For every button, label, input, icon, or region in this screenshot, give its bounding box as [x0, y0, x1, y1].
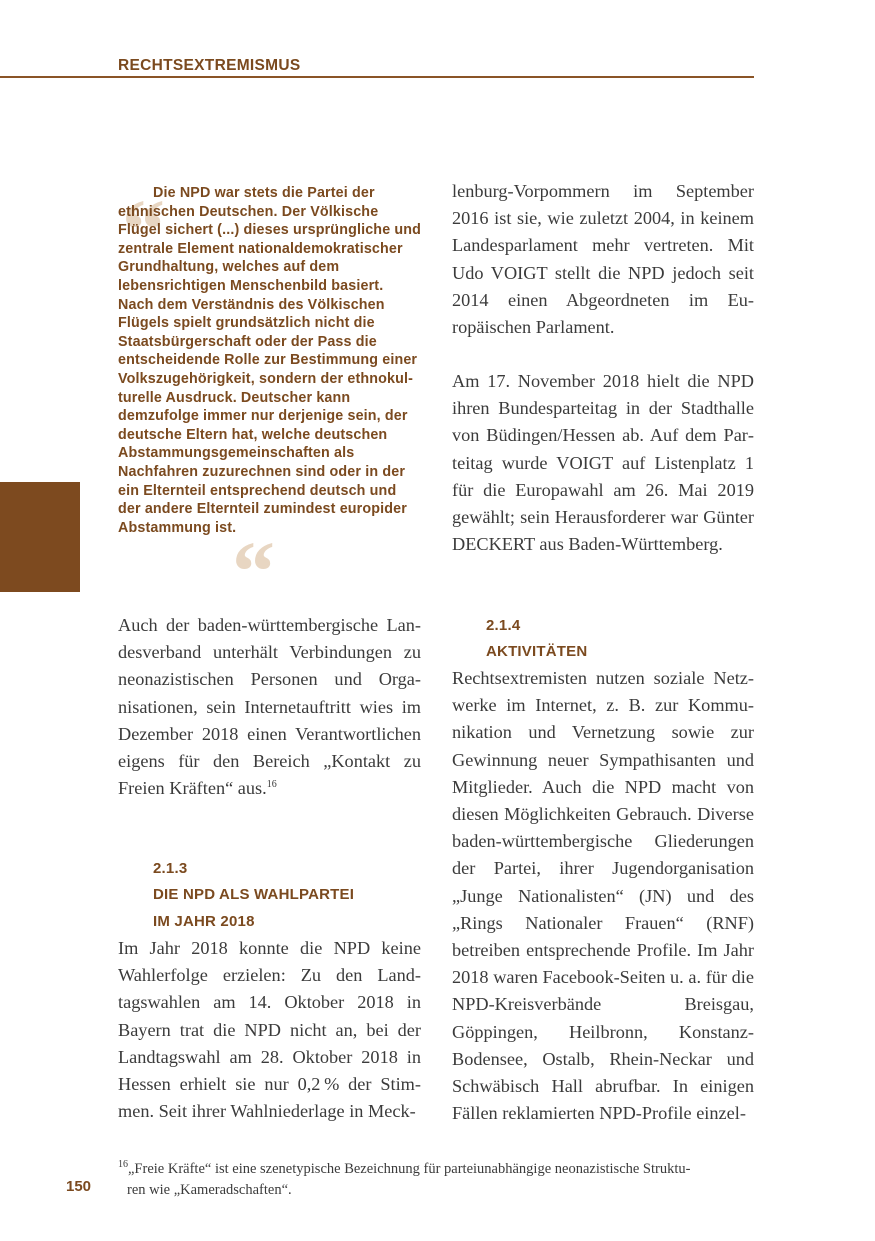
- footnote-line-2: ren wie „Kameradschaften“.: [127, 1181, 292, 1198]
- running-header: RECHTSEXTREMISMUS: [118, 57, 301, 74]
- right-paragraph-2: Am 17. November 2018 hielt die NPD ihren Bundesparteitag in der Stadthalle von Büdingen/Hessen ab. Auf dem Parteitag wurde VOIGT auf Listenplatz 1 für die Europawahl am 26. Mai 2019 gewählt; sein Herausforderer war Günter DECKERT aus Baden-Württemberg.: [452, 371, 754, 555]
- left-paragraph-2: Im Jahr 2018 konnte die NPD keine Wahlerfolge erzielen: Zu den Landtagswahlen am 14. Oktober 2018 in Bayern trat die NPD nicht an, bei der Landtagswahl am 28. Oktober 2018 in Hessen erhielt sie nur 0,2 % der Stimmen. Seit ihrer Wahlniederlage in Meck-: [118, 938, 421, 1122]
- section-heading-wahlpartei-line1: DIE NPD ALS WAHLPARTEI: [153, 886, 355, 903]
- side-tab-marker: [0, 482, 80, 592]
- right-paragraph-3: Rechtsextremisten nutzen soziale Netzwerke im Internet, z. B. zur Kommunikation und Vernetzung sowie zur Gewinnung neuer Sympathisanten und Mitglieder. Auch die NPD macht von diesen Möglichkeiten Gebrauch. Diverse baden-württembergische Gliederungen der Partei, ihrer Jugendorganisation „Junge Nationalisten“ (JN) und des „Rings Nationaler Frauen“ (RNF) betreiben entsprechende Profile. Im Jahr 2018 waren Facebook-Seiten u. a. für die NPD-Kreisverbände Breisgau, Göppingen, Heilbronn, Konstanz-Bodensee, Ostalb, Rhein-Neckar und Schwäbisch Hall abrufbar. In einigen Fällen reklamierten NPD-Profile einzel-: [452, 668, 754, 1124]
- left-paragraph-1: [118, 612, 421, 802]
- right-paragraph-1: lenburg-Vorpommern im September 2016 ist sie, wie zuletzt 2004, in keinem Landesparlament mehr vertreten. Mit Udo VOIGT stellt die NPD jedoch seit 2014 einen Abgeordneten im Europäischen Parlament.: [452, 181, 754, 338]
- header-rule: [0, 76, 754, 78]
- section-number-2-1-4: 2.1.4: [486, 617, 521, 634]
- footnote-16: [118, 1159, 758, 1200]
- pull-quote: Die NPD war stets die Partei der ethnischen Deutschen. Der Völkische Flügel sichert (...) dieses ursprüngliche und zentrale Element nationaldemokratischer Grundhaltung, welches auf dem lebensrichtigen Menschenbild basiert. Nach dem Verständnis des Völkischen Flügels spielt grundsätzlich nicht die Staatsbürgerschaft oder der Pass die entscheidende Rolle zur Bestimmung einer Volkszugehörigkeit, sondern der ethnokulturelle Ausdruck. Deutscher kann demzufolge immer nur derjenige sein, der deutsche Eltern hat, welche deutschen Abstammungsgemeinschaften als Nachfahren zuzurechnen sind oder in der ein Elternteil entsprechend deutsch und der andere Elternteil zumindest europider Abstammung ist.: [118, 185, 422, 536]
- section-number-2-1-3: 2.1.3: [153, 860, 188, 877]
- footnote-ref-16[interactable]: 16: [266, 779, 277, 791]
- section-heading-wahlpartei-line2: IM JAHR 2018: [153, 913, 255, 930]
- page-number: 150: [66, 1178, 92, 1195]
- quote-close-mark: “: [232, 523, 275, 619]
- quote-open-mark: “: [122, 181, 165, 277]
- footnote-number: 16: [118, 1159, 128, 1171]
- section-heading-aktivitaeten: AKTIVITÄTEN: [486, 643, 588, 660]
- left-paragraph-1-text: Auch der baden-württembergische Landesverband unterhält Verbindungen zu neonazistischen Personen und Organisationen, sein Internetauftritt wies im Dezember 2018 einen Verantwortlichen eigens für den Bereich „Kontakt zu Freien Kräften“ aus.: [118, 615, 421, 799]
- footnote-line-1: „Freie Kräfte“ ist eine szenetypische Bezeichnung für parteiunabhängige neonazistische Struktu-: [128, 1161, 691, 1177]
